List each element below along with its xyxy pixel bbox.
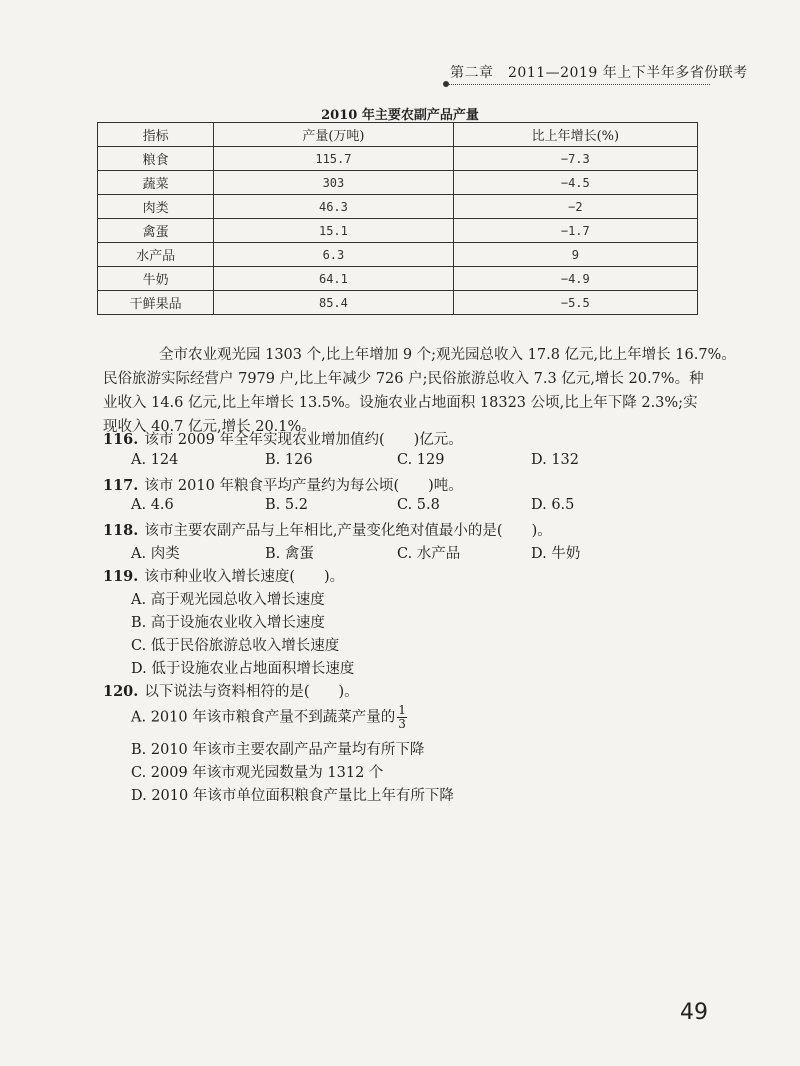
fraction-numerator: 1 <box>398 703 406 717</box>
question-number: 118. <box>103 522 139 539</box>
column-header: 产量(万吨) <box>214 123 453 147</box>
option-b: B. 2010 年该市主要农副产品产量均有所下降 <box>131 742 425 758</box>
table-cell: 9 <box>453 243 697 267</box>
paragraph-line: 民俗旅游实际经营户 7979 户,比上年减少 726 户;民俗旅游总收入 7.3 亿元,增长 20.7%。种 <box>103 371 704 387</box>
option-d: D. 6.5 <box>531 497 575 513</box>
option-d: D. 低于设施农业占地面积增长速度 <box>131 661 355 677</box>
question-number: 119. <box>103 568 139 585</box>
table-cell: −1.7 <box>453 219 697 243</box>
table-row <box>98 147 698 171</box>
table-cell: 粮食 <box>98 147 214 171</box>
option-a: A. 124 <box>131 452 179 468</box>
question-text: 以下说法与资料相符的是( )。 <box>144 684 359 700</box>
table-cell: 15.1 <box>214 219 453 243</box>
option-a: A. 4.6 <box>131 497 174 513</box>
option-b: B. 126 <box>265 452 313 468</box>
production-table <box>97 122 698 315</box>
paragraph-line: 现收入 40.7 亿元,增长 20.1%。 <box>103 419 316 435</box>
running-header: 第二章 2011—2019 年上下半年多省份联考 <box>450 65 748 81</box>
fraction-denominator: 3 <box>398 717 406 731</box>
table-cell: 115.7 <box>214 147 453 171</box>
header-dotted-rule <box>448 84 710 85</box>
question-119 <box>103 565 723 586</box>
table-row <box>98 171 698 195</box>
table-cell: 303 <box>214 171 453 195</box>
table-row <box>98 291 698 315</box>
option-a <box>131 704 407 731</box>
option-b: B. 5.2 <box>265 497 308 513</box>
question-text: 该市种业收入增长速度( )。 <box>144 569 345 585</box>
question-116 <box>103 428 723 449</box>
question-118 <box>103 519 723 540</box>
data-paragraph <box>103 343 736 439</box>
column-header: 比上年增长(%) <box>453 123 697 147</box>
table-title: 2010 年主要农副产品产量 <box>321 108 479 123</box>
table-cell: 46.3 <box>214 195 453 219</box>
option-a: A. 高于观光园总收入增长速度 <box>131 592 325 608</box>
paragraph-line: 全市农业观光园 1303 个,比上年增加 9 个;观光园总收入 17.8 亿元,比上年增长 16.7%。 <box>159 347 736 363</box>
one-third-fraction <box>397 704 407 731</box>
table-row <box>98 195 698 219</box>
option-c: C. 2009 年该市观光园数量为 1312 个 <box>131 765 384 781</box>
question-number: 117. <box>103 477 139 494</box>
table-row <box>98 219 698 243</box>
option-c: C. 5.8 <box>397 497 440 513</box>
question-text: 该市主要农副产品与上年相比,产量变化绝对值最小的是( )。 <box>144 523 552 539</box>
option-d: D. 132 <box>531 452 580 468</box>
option-a: A. 肉类 <box>131 546 180 562</box>
table-header-row <box>98 123 698 147</box>
option-c: C. 水产品 <box>397 546 461 562</box>
option-d: D. 2010 年该市单位面积粮食产量比上年有所下降 <box>131 788 454 804</box>
table-cell: −4.5 <box>453 171 697 195</box>
table-cell: 64.1 <box>214 267 453 291</box>
question-text: 该市 2009 年全年实现农业增加值约( )亿元。 <box>144 432 463 448</box>
question-117 <box>103 474 723 495</box>
column-header: 指标 <box>98 123 214 147</box>
table-cell: −7.3 <box>453 147 697 171</box>
option-a-text: A. 2010 年该市粮食产量不到蔬菜产量的 <box>131 709 396 726</box>
table-row <box>98 267 698 291</box>
table-cell: −2 <box>453 195 697 219</box>
option-c: C. 129 <box>397 452 445 468</box>
paragraph-line: 业收入 14.6 亿元,比上年增长 13.5%。设施农业占地面积 18323 公顷,比上年下降 2.3%;实 <box>103 395 698 411</box>
table-cell: 85.4 <box>214 291 453 315</box>
option-c: C. 低于民俗旅游总收入增长速度 <box>131 638 340 654</box>
table-cell: 牛奶 <box>98 267 214 291</box>
option-b: B. 禽蛋 <box>265 546 314 562</box>
question-number: 116. <box>103 431 139 448</box>
table-cell: 6.3 <box>214 243 453 267</box>
option-d: D. 牛奶 <box>531 546 581 562</box>
table-cell: 干鲜果品 <box>98 291 214 315</box>
table-cell: 禽蛋 <box>98 219 214 243</box>
question-120 <box>103 680 723 701</box>
table-cell: −4.9 <box>453 267 697 291</box>
table-row <box>98 243 698 267</box>
option-b: B. 高于设施农业收入增长速度 <box>131 615 325 631</box>
table-cell: 蔬菜 <box>98 171 214 195</box>
table-cell: 水产品 <box>98 243 214 267</box>
page-number: 49 <box>680 1000 708 1025</box>
question-number: 120. <box>103 683 139 700</box>
question-text: 该市 2010 年粮食平均产量约为每公顷( )吨。 <box>144 478 463 494</box>
table-cell: 肉类 <box>98 195 214 219</box>
table-cell: −5.5 <box>453 291 697 315</box>
